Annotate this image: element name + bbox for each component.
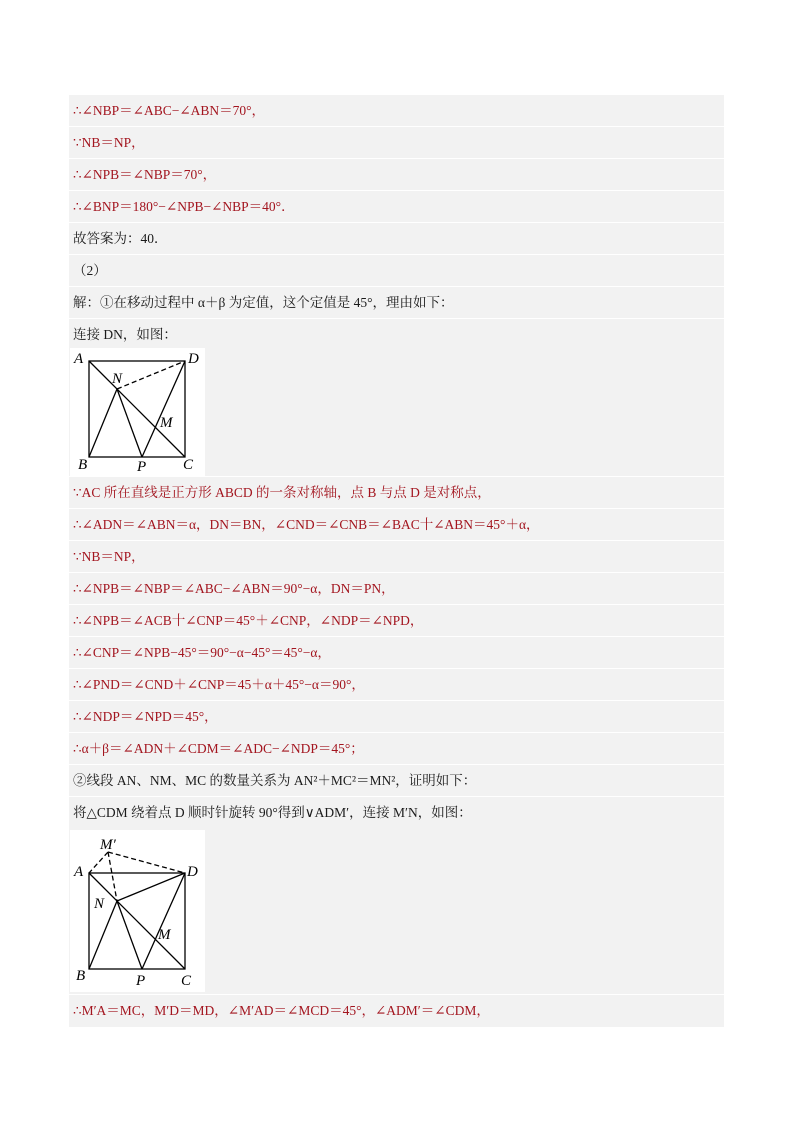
solution-line: ∴∠BNP＝180°−∠NPB−∠NBP＝40°． — [73, 199, 295, 214]
label-p: P — [136, 973, 146, 989]
label-d: D — [187, 864, 198, 880]
solution-line: ∴∠NBP＝∠ABC−∠ABN＝70°， — [73, 103, 266, 118]
solution-line: ∴α＋β＝∠ADN＋∠CDM＝∠ADC−∠NDP＝45°； — [73, 741, 364, 756]
solution-line: ∴∠NPB＝∠NBP＝∠ABC−∠ABN＝90°−α，DN＝PN， — [73, 581, 395, 596]
solution-line: ∴∠NPB＝∠NBP＝70°， — [73, 167, 217, 182]
label-m: M — [158, 927, 171, 943]
label-b: B — [76, 968, 86, 984]
solution-line: ∵AC 所在直线是正方形 ABCD 的一条对称轴，点 B 与点 D 是对称点， — [73, 485, 491, 500]
solution-line: ∴∠PND＝∠CND＋∠CNP＝45＋α＋45°−α＝90°， — [73, 677, 365, 692]
label-m-prime: M′ — [100, 837, 116, 853]
label-p: P — [137, 459, 147, 475]
label-b: B — [78, 457, 88, 473]
label-n: N — [112, 371, 123, 387]
solution-line: 连接 DN，如图： — [73, 327, 177, 342]
solution-line: 将△CDM 绕着点 D 顺时针旋转 90°得到∨ADM′，连接 M′N，如图： — [73, 805, 472, 820]
label-a: A — [74, 864, 84, 880]
solution-line: ∴∠ADN＝∠ABN＝α，DN＝BN，∠CND＝∠CNB＝∠BAC十∠ABN＝45°＋α， — [73, 517, 540, 532]
solution-line: ∴∠NDP＝∠NPD＝45°， — [73, 709, 218, 724]
label-a: A — [74, 351, 84, 367]
geometry-figure-2 — [70, 830, 205, 996]
solution-line: ∴∠NPB＝∠ACB十∠CNP＝45°＋∠CNP，∠NDP＝∠NPD， — [73, 613, 424, 628]
label-n: N — [94, 896, 105, 912]
solution-line: ∴∠CNP＝∠NPB−45°＝90°−α−45°＝45°−α， — [73, 645, 331, 660]
label-d: D — [188, 351, 199, 367]
label-c: C — [183, 457, 194, 473]
solution-line: 解：①在移动过程中 α＋β 为定值，这个定值是 45°，理由如下： — [73, 295, 454, 310]
label-c: C — [181, 973, 192, 989]
geometry-figure-1 — [70, 348, 205, 480]
solution-line: ∵NB＝NP， — [73, 549, 145, 564]
solution-line: ②线段 AN、NM、MC 的数量关系为 AN²＋MC²＝MN²，证明如下： — [73, 773, 477, 788]
label-m: M — [160, 415, 173, 431]
solution-line: ∵NB＝NP， — [73, 135, 145, 150]
part-number: （2） — [73, 263, 107, 278]
answer-line: 故答案为：40． — [73, 231, 168, 246]
solution-line: ∴M′A＝MC，M′D＝MD，∠M′AD＝∠MCD＝45°，∠ADM′＝∠CDM， — [73, 1003, 490, 1018]
